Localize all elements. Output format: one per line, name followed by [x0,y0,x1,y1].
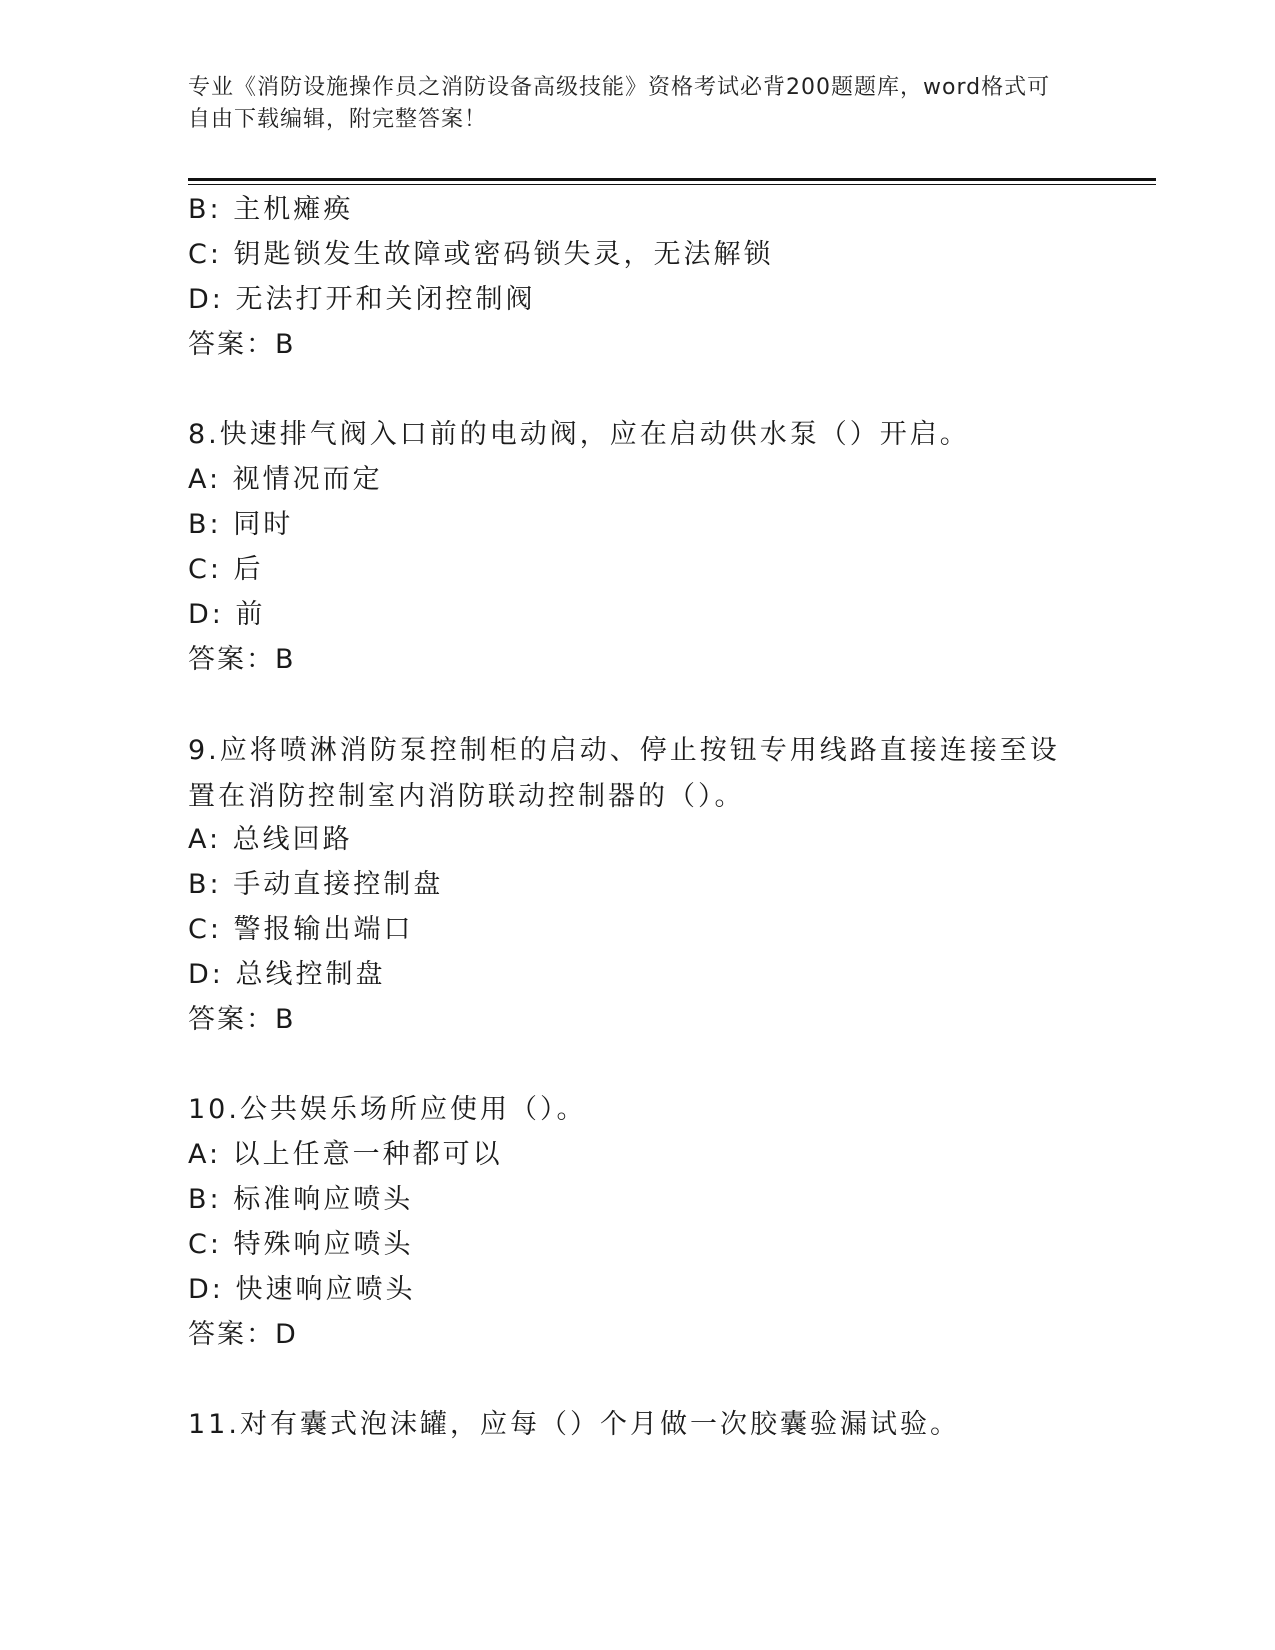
q8-option-a: A: 视情况而定 [188,464,383,495]
q11-stem: 11.对有囊式泡沫罐，应每（）个月做一次胶囊验漏试验。 [188,1409,960,1440]
q10-stem: 10.公共娱乐场所应使用（）。 [188,1094,587,1125]
prev-option-d: D: 无法打开和关闭控制阀 [188,284,536,315]
q8-answer: 答案：B [188,644,296,675]
header-divider-thick [188,178,1156,181]
q9-option-a: A: 总线回路 [188,824,353,855]
q8-option-d: D: 前 [188,599,266,630]
document-header: 专业《消防设施操作员之消防设备高级技能》资格考试必背200题题库，word格式可自由下载编辑，附完整答案！ [188,75,1051,132]
prev-option-c: C: 钥匙锁发生故障或密码锁失灵，无法解锁 [188,239,774,270]
q9-answer: 答案：B [188,1004,296,1035]
q10-option-d: D: 快速响应喷头 [188,1274,416,1305]
q9-stem: 9.应将喷淋消防泵控制柜的启动、停止按钮专用线路直接连接至设置在消防控制室内消防联动控制器的（）。 [188,735,1060,812]
q8-option-c: C: 后 [188,554,264,585]
q9-option-b: B: 手动直接控制盘 [188,869,444,900]
q8-option-b: B: 同时 [188,509,294,540]
q9-option-d: D: 总线控制盘 [188,959,386,990]
q8-stem: 8.快速排气阀入口前的电动阀，应在启动供水泵（）开启。 [188,419,970,450]
q9-option-c: C: 警报输出端口 [188,914,414,945]
prev-answer: 答案：B [188,329,296,360]
q10-answer: 答案：D [188,1319,298,1350]
header-divider-thin [188,184,1156,185]
q10-option-b: B: 标准响应喷头 [188,1184,414,1215]
q10-option-a: A: 以上任意一种都可以 [188,1139,503,1170]
q10-option-c: C: 特殊响应喷头 [188,1229,414,1260]
prev-option-b: B: 主机瘫痪 [188,194,354,225]
